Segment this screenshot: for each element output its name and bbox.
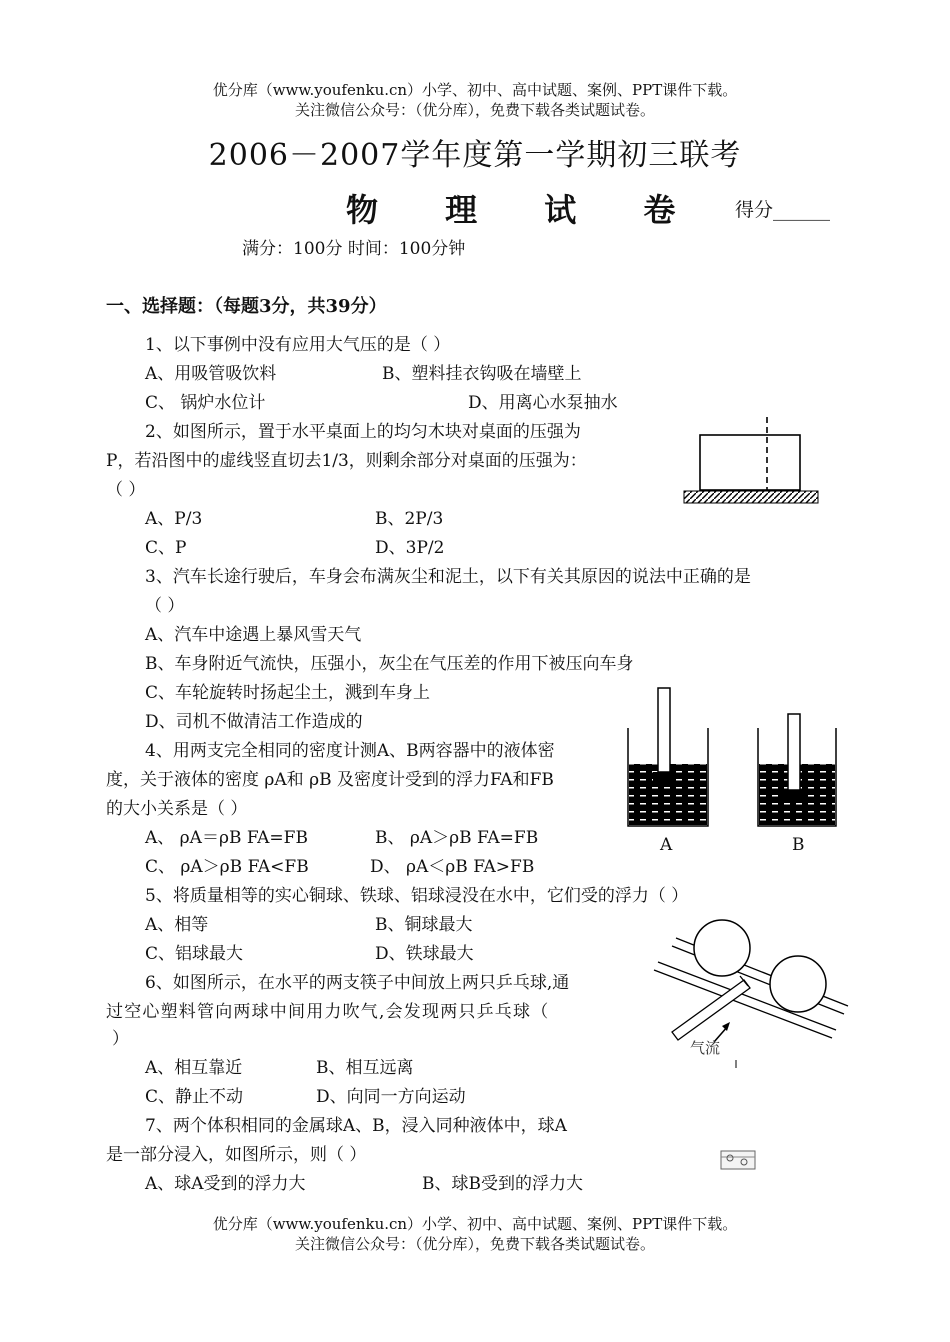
q2-option-d: D、3P/2 bbox=[375, 538, 445, 558]
q7-balls-figure bbox=[720, 1149, 756, 1171]
q7-stem-2: 是一部分浸入，如图所示，则（ ） bbox=[106, 1145, 367, 1165]
q3-option-b: B、车身附近气流快，压强小，灰尘在气压差的作用下被压向车身 bbox=[145, 654, 634, 674]
ping-pong-ball-2 bbox=[770, 956, 826, 1012]
q3-stem-1: 3、汽车长途行驶后，车身会布满灰尘和泥土，以下有关其原因的说法中正确的是 bbox=[145, 567, 751, 587]
q6-stem-2: 过空心塑料管向两球中间用力吹气,会发现两只乒乓球（ bbox=[106, 1002, 550, 1022]
q6-stem-1: 6、如图所示，在水平的两支筷子中间放上两只乒乓球,通 bbox=[145, 973, 570, 993]
exam-meta: 满分：100分 时间：100分钟 bbox=[242, 239, 466, 259]
q5-option-b: B、铜球最大 bbox=[375, 915, 473, 935]
q2-option-a: A、P/3 bbox=[145, 509, 203, 529]
q7-option-b: B、球B受到的浮力大 bbox=[422, 1174, 583, 1194]
header-line-1: 优分库（www.youfenku.cn）小学、初中、高中试题、案例、PPT课件下载。 bbox=[212, 81, 738, 99]
q3-option-d: D、司机不做清洁工作造成的 bbox=[145, 712, 363, 732]
q6-option-a: A、相互靠近 bbox=[145, 1058, 243, 1078]
q4-stem-3: 的大小关系是（ ） bbox=[106, 799, 248, 819]
q6-ping-pong-figure bbox=[654, 918, 850, 1068]
q5-option-c: C、铝球最大 bbox=[145, 944, 244, 964]
q4-stem-1: 4、用两支完全相同的密度计测A、B两容器中的液体密 bbox=[145, 741, 555, 761]
q4-option-d: D、 ρA＜ρB FA>FB bbox=[370, 857, 535, 877]
hydrometer-a bbox=[658, 688, 670, 772]
footer-line-2: 关注微信公众号：（优分库），免费下载各类试题试卷。 bbox=[294, 1235, 655, 1253]
q1-option-c: C、 锅炉水位计 bbox=[145, 393, 266, 413]
hydrometer-b bbox=[788, 714, 800, 790]
footer-line-1: 优分库（www.youfenku.cn）小学、初中、高中试题、案例、PPT课件下载。 bbox=[212, 1215, 738, 1233]
q6-option-d: D、向同一方向运动 bbox=[316, 1087, 466, 1107]
q2-stem-3: （ ） bbox=[106, 480, 146, 500]
q4-option-c: C、 ρA＞ρB FA<FB bbox=[145, 857, 309, 877]
q6-option-b: B、相互远离 bbox=[316, 1058, 414, 1078]
q3-option-c: C、车轮旋转时扬起尘土，溅到车身上 bbox=[145, 683, 431, 703]
q2-stem-2: P，若沿图中的虚线竖直切去1/3，则剩余部分对桌面的压强为： bbox=[106, 451, 587, 471]
q6-stem-3: ） bbox=[112, 1029, 129, 1049]
q6-option-c: C、静止不动 bbox=[145, 1087, 244, 1107]
hydrometer-a-bulb bbox=[653, 772, 675, 782]
q2-stem-1: 2、如图所示，置于水平桌面上的均匀木块对桌面的压强为 bbox=[145, 422, 581, 442]
header-line-2: 关注微信公众号：（优分库），免费下载各类试题试卷。 bbox=[294, 101, 655, 119]
q7-stem-1: 7、两个体积相同的金属球A、B，浸入同种液体中，球A bbox=[145, 1116, 567, 1136]
q5-option-d: D、铁球最大 bbox=[375, 944, 474, 964]
straw bbox=[672, 980, 750, 1040]
score-field: 得分______ bbox=[735, 199, 831, 221]
wood-block bbox=[700, 435, 800, 490]
q2-block-figure bbox=[684, 415, 820, 505]
container-b-label: B bbox=[792, 835, 805, 855]
ping-pong-ball-1 bbox=[694, 920, 750, 976]
table-surface bbox=[684, 491, 818, 503]
q1-option-d: D、用离心水泵抽水 bbox=[468, 393, 618, 413]
q3-option-a: A、汽车中途遇上暴风雪天气 bbox=[145, 625, 362, 645]
hydrometer-b-bulb bbox=[783, 790, 805, 802]
q4-option-b: B、 ρA＞ρB FA=FB bbox=[375, 828, 539, 848]
q5-stem: 5、将质量相等的实心铜球、铁球、铝球浸没在水中，它们受的浮力（ ） bbox=[145, 886, 689, 906]
q2-option-b: B、2P/3 bbox=[375, 509, 444, 529]
section-1-heading: 一、选择题：（每题3分，共39分） bbox=[106, 296, 387, 317]
q4-hydrometer-figure bbox=[626, 688, 838, 828]
exam-title: 2006－2007学年度第一学期初三联考 bbox=[208, 138, 742, 173]
q2-option-c: C、P bbox=[145, 538, 187, 558]
q1-option-b: B、塑料挂衣钩吸在墙壁上 bbox=[382, 364, 582, 384]
q5-option-a: A、相等 bbox=[145, 915, 209, 935]
airflow-label: 气流 bbox=[690, 1039, 721, 1057]
subject-title: 物 理 试 卷 bbox=[346, 191, 704, 229]
q1-option-a: A、用吸管吸饮料 bbox=[145, 364, 277, 384]
container-a-label: A bbox=[660, 835, 673, 855]
q7-option-a: A、球A受到的浮力大 bbox=[145, 1174, 306, 1194]
q4-option-a: A、 ρA＝ρB FA=FB bbox=[145, 828, 308, 848]
q3-stem-2: （ ） bbox=[145, 596, 185, 616]
q1-stem: 1、以下事例中没有应用大气压的是（ ） bbox=[145, 335, 451, 355]
q4-stem-2: 度，关于液体的密度 ρA和 ρB 及密度计受到的浮力FA和FB bbox=[106, 770, 554, 790]
